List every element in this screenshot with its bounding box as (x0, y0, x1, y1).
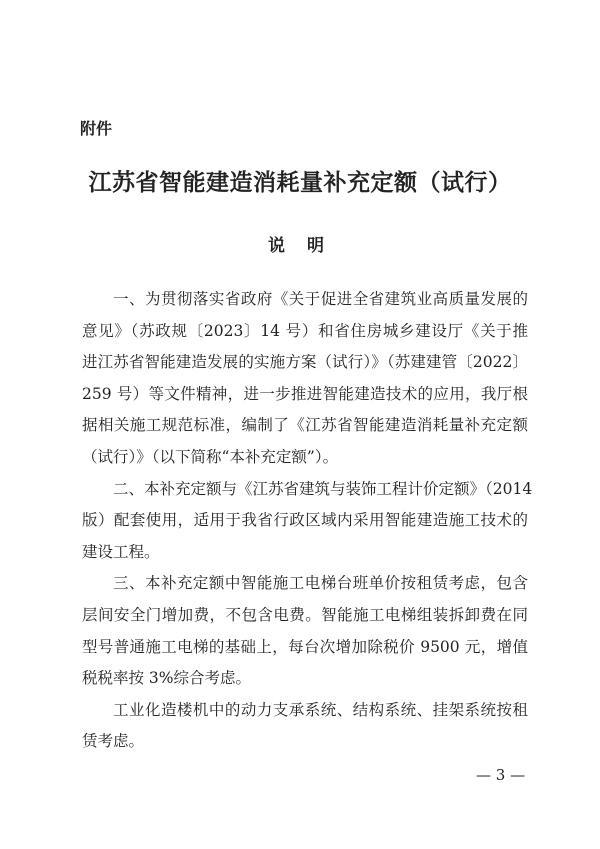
text-line: 一、为贯彻落实省政府《关于促进全省建筑业高质量发展的 (113, 290, 528, 308)
text-line: 赁考虑。 (82, 732, 145, 751)
text-line: 版）配套使用，适用于我省行政区域内采用智能建造施工技术的 (82, 511, 528, 530)
text-line: 工业化造楼机中的动力支承系统、结构系统、挂架系统按租 (113, 700, 528, 719)
attachment-label: 附件 (80, 119, 113, 138)
text-line: 建设工程。 (82, 542, 160, 561)
text-line: 税税率按 3%综合考虑。 (82, 669, 252, 688)
text-line: 意见》（苏政规〔2023〕14 号）和省住房城乡建设厅《关于推 (82, 321, 528, 340)
text-line: （试行）》（以下简称“本补充定额”）。 (82, 447, 339, 466)
paragraph (82, 568, 528, 694)
paragraph (82, 695, 528, 758)
document-body (82, 284, 533, 758)
text-line: 层间安全门增加费，不包含电费。智能施工电梯组装拆卸费在同 (82, 605, 528, 624)
text-line: 三、本补充定额中智能施工电梯台班单价按租赁考虑，包含 (113, 574, 528, 593)
text-line: 259 号）等文件精神，进一步推进智能建造技术的应用，我厅根 (82, 384, 528, 403)
text-line: 进江苏省智能建造发展的实施方案（试行）》（苏建建管〔2022〕 (82, 353, 528, 372)
text-line: 据相关施工规范标准，编制了《江苏省智能建造消耗量补充定额 (82, 416, 528, 435)
paragraph (82, 284, 528, 474)
text-line: 型号普通施工电梯的基础上，每台次增加除税价 9500 元，增值 (82, 637, 528, 656)
paragraph (82, 474, 533, 569)
document-title: 江苏省智能建造消耗量补充定额（试行） (88, 169, 512, 196)
page-number: — 3 — (476, 766, 526, 784)
text-line: 二、本补充定额与《江苏省建筑与装饰工程计价定额》（2014 (113, 479, 533, 498)
section-heading: 说 明 (268, 236, 332, 256)
